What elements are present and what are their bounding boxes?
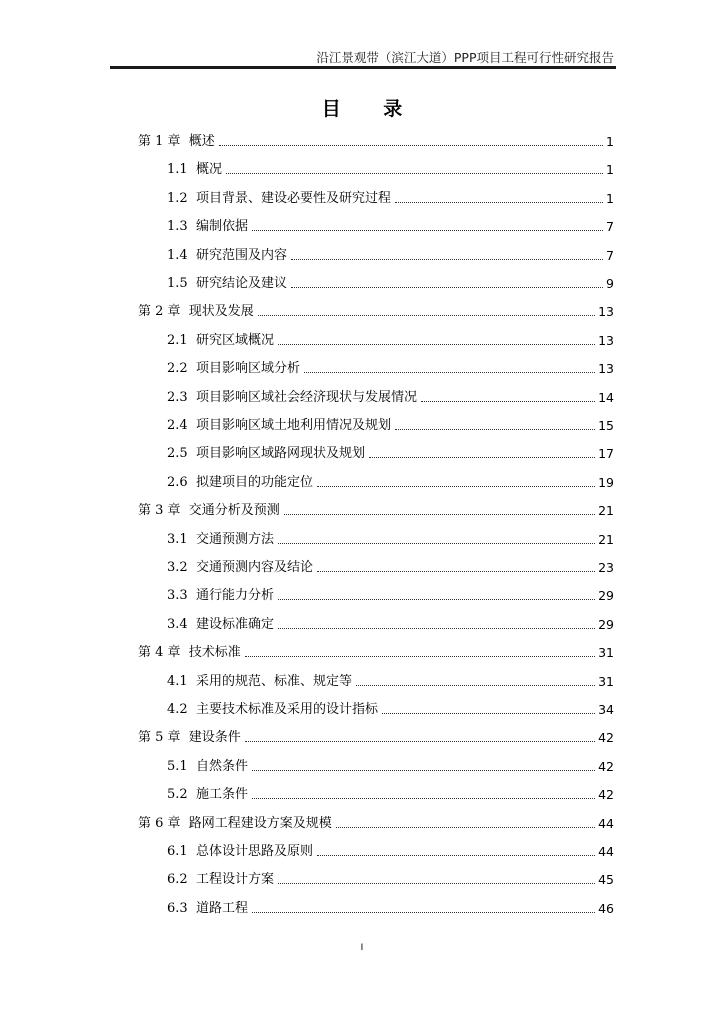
- toc-entry-page: 7: [606, 219, 614, 235]
- header-rule: [110, 66, 616, 69]
- toc-section-entry[interactable]: [167, 213, 614, 235]
- toc-entry-label: 第 4 章 技术标准: [138, 645, 241, 661]
- toc-section-entry[interactable]: [167, 185, 614, 207]
- toc-chapter-entry[interactable]: [138, 639, 614, 661]
- toc-entry-label: 2.5 项目影响区域路网现状及规划: [167, 446, 365, 462]
- toc-entry-page: 23: [598, 560, 614, 575]
- toc-entry-label: 3.4 建设标准确定: [167, 616, 274, 632]
- toc-entry-label: 1.2 项目背景、建设必要性及研究过程: [167, 190, 391, 206]
- toc-section-entry[interactable]: [167, 327, 614, 349]
- dot-leader: [421, 401, 595, 402]
- toc-chapter-entry[interactable]: [138, 298, 614, 320]
- dot-leader: [252, 770, 595, 771]
- toc-section-entry[interactable]: [167, 242, 614, 264]
- toc-entry-page: 42: [598, 787, 614, 803]
- toc-entry-label: 6.1 总体设计思路及原则: [167, 844, 313, 859]
- toc-section-entry[interactable]: [167, 866, 614, 888]
- toc-section-entry[interactable]: [167, 696, 614, 718]
- dot-leader: [336, 827, 595, 828]
- toc-section-entry[interactable]: [167, 838, 614, 860]
- toc-entry-page: 13: [598, 304, 614, 320]
- dot-leader: [252, 798, 595, 799]
- dot-leader: [278, 344, 595, 345]
- toc-entry-page: 31: [598, 645, 614, 661]
- toc-entry-page: 29: [598, 588, 614, 604]
- toc-entry-label: 2.4 项目影响区域土地利用情况及规划: [167, 418, 391, 433]
- toc-entry-label: 3.1 交通预测方法: [167, 531, 274, 547]
- dot-leader: [317, 855, 595, 856]
- toc-entry-label: 2.6 拟建项目的功能定位: [167, 474, 313, 490]
- toc-entry-label: 5.1 自然条件: [167, 758, 248, 774]
- toc-entry-label: 4.2 主要技术标准及采用的设计指标: [167, 702, 378, 717]
- toc-chapter-entry[interactable]: [138, 724, 614, 746]
- dot-leader: [219, 145, 603, 146]
- toc-section-entry[interactable]: [167, 526, 614, 548]
- toc-entry-page: 1: [606, 134, 614, 149]
- toc-entry-page: 13: [598, 361, 614, 377]
- dot-leader: [278, 543, 595, 544]
- toc-entry-label: 6.2 工程设计方案: [167, 872, 274, 888]
- toc-section-entry[interactable]: [167, 469, 614, 491]
- toc-chapter-entry[interactable]: [138, 128, 614, 150]
- toc-entry-label: 第 5 章 建设条件: [138, 730, 241, 746]
- toc-entry-label: 第 3 章 交通分析及预测: [138, 503, 280, 519]
- toc-entry-page: 19: [598, 474, 614, 490]
- toc-entry-label: 3.2 交通预测内容及结论: [167, 560, 313, 575]
- toc-section-entry[interactable]: [167, 355, 614, 377]
- toc-entry-label: 第 1 章 概述: [138, 134, 215, 149]
- toc-section-entry[interactable]: [167, 781, 614, 803]
- dot-leader: [252, 912, 595, 913]
- toc-entry-page: 14: [598, 389, 614, 405]
- dot-leader: [278, 599, 595, 600]
- dot-leader: [317, 486, 595, 487]
- toc-entry-page: 1: [606, 162, 614, 178]
- toc-entry-page: 9: [606, 276, 614, 291]
- toc-entry-page: 17: [598, 446, 614, 462]
- dot-leader: [291, 259, 603, 260]
- toc-section-entry[interactable]: [167, 156, 614, 178]
- dot-leader: [395, 202, 603, 203]
- dot-leader: [317, 571, 595, 572]
- dot-leader: [252, 230, 603, 231]
- toc-entry-label: 2.2 项目影响区域分析: [167, 361, 300, 377]
- toc-entry-label: 1.4 研究范围及内容: [167, 247, 287, 263]
- dot-leader: [356, 685, 595, 686]
- toc-section-entry[interactable]: [167, 611, 614, 633]
- toc-section-entry[interactable]: [167, 582, 614, 604]
- toc-entry-page: 46: [598, 900, 614, 916]
- running-header: 沿江景观带（滨江大道）PPP项目工程可行性研究报告: [316, 50, 614, 65]
- page-number: I: [360, 943, 364, 953]
- toc-entry-page: 29: [598, 616, 614, 632]
- toc-entry-page: 13: [598, 332, 614, 348]
- toc-entry-page: 34: [598, 702, 614, 717]
- toc-section-entry[interactable]: [167, 384, 614, 406]
- toc-entry-page: 21: [598, 503, 614, 519]
- toc-entry-label: 第 2 章 现状及发展: [138, 304, 254, 320]
- dot-leader: [291, 287, 603, 288]
- toc-section-entry[interactable]: [167, 668, 614, 690]
- toc-chapter-entry[interactable]: [138, 810, 614, 832]
- toc-entry-label: 2.3 项目影响区域社会经济现状与发展情况: [167, 389, 417, 405]
- toc-section-entry[interactable]: [167, 412, 614, 434]
- toc-entry-label: 2.1 研究区域概况: [167, 332, 274, 348]
- toc-section-entry[interactable]: [167, 895, 614, 917]
- toc-entry-page: 1: [606, 190, 614, 206]
- toc-entry-page: 45: [598, 872, 614, 888]
- toc-section-entry[interactable]: [167, 753, 614, 775]
- toc-chapter-entry[interactable]: [138, 497, 614, 519]
- dot-leader: [395, 429, 595, 430]
- dot-leader: [284, 514, 595, 515]
- toc-entry-label: 1.5 研究结论及建议: [167, 276, 287, 291]
- toc-entry-page: 21: [598, 531, 614, 547]
- dot-leader: [245, 656, 595, 657]
- toc-entry-page: 31: [598, 673, 614, 689]
- toc-section-entry[interactable]: [167, 270, 614, 292]
- toc-entry-label: 5.2 施工条件: [167, 787, 248, 803]
- toc-section-entry[interactable]: [167, 554, 614, 576]
- dot-leader: [369, 457, 595, 458]
- dot-leader: [226, 173, 603, 174]
- toc-entry-page: 44: [598, 815, 614, 831]
- dot-leader: [278, 628, 595, 629]
- toc-entry-page: 15: [598, 418, 614, 433]
- toc-entry-label: 1.1 概况: [167, 162, 222, 178]
- toc-entry-page: 42: [598, 730, 614, 746]
- toc-entry-page: 44: [598, 844, 614, 859]
- toc-entry-page: 7: [606, 247, 614, 263]
- toc-entry-label: 1.3 编制依据: [167, 219, 248, 235]
- dot-leader: [304, 372, 595, 373]
- toc-section-entry[interactable]: [167, 440, 614, 462]
- dot-leader: [382, 713, 595, 714]
- dot-leader: [258, 315, 595, 316]
- toc-entry-label: 6.3 道路工程: [167, 900, 248, 916]
- toc-entry-page: 42: [598, 758, 614, 774]
- dot-leader: [278, 883, 595, 884]
- toc-entry-label: 第 6 章 路网工程建设方案及规模: [138, 815, 332, 831]
- toc-entry-label: 3.3 通行能力分析: [167, 588, 274, 604]
- toc-entry-label: 4.1 采用的规范、标准、规定等: [167, 673, 352, 689]
- dot-leader: [245, 741, 595, 742]
- page-title: 目 录: [321, 98, 421, 120]
